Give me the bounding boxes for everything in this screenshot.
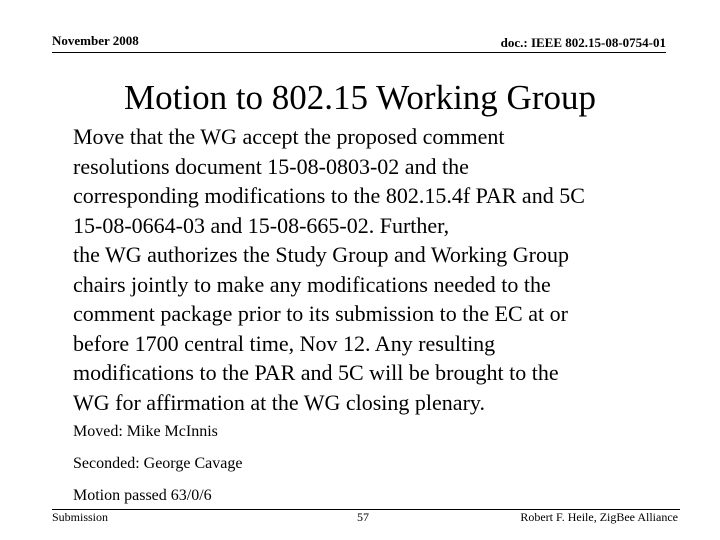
moved-by: Moved: Mike McInnis	[73, 423, 218, 440]
motion-line: 15-08-0664-03 and 15-08-665-02. Further,	[73, 212, 450, 238]
page-number: 57	[357, 510, 369, 524]
footer-author: Robert F. Heile, ZigBee Alliance	[520, 510, 678, 524]
motion-line: chairs jointly to make any modifications needed to the	[73, 271, 551, 297]
motion-line: the WG authorizes the Study Group and Working Group	[73, 242, 569, 267]
slide-title: Motion to 802.15 Working Group	[124, 78, 596, 117]
motion-line: Move that the WG accept the proposed comment	[73, 124, 505, 149]
header-doc-id: doc.: IEEE 802.15-08-0754-01	[500, 35, 666, 50]
seconded-by: Seconded: George Cavage	[73, 455, 243, 472]
motion-line: corresponding modifications to the 802.15.4f PAR and 5C	[73, 183, 585, 208]
motion-text	[73, 122, 673, 417]
motion-line: modifications to the PAR and 5C will be brought to the	[73, 360, 559, 385]
footer-submission: Submission	[52, 510, 109, 524]
motion-line: before 1700 central time, Nov 12. Any resulting	[73, 330, 496, 356]
motion-line: resolutions document 15-08-0803-02 and the	[73, 153, 469, 179]
motion-line: WG for affirmation at the WG closing plenary.	[73, 389, 485, 415]
motion-line: comment package prior to its submission to the EC at or	[73, 301, 568, 326]
header-date: November 2008	[52, 33, 139, 48]
motion-result: Motion passed 63/0/6	[73, 487, 212, 504]
header-divider	[52, 52, 666, 53]
